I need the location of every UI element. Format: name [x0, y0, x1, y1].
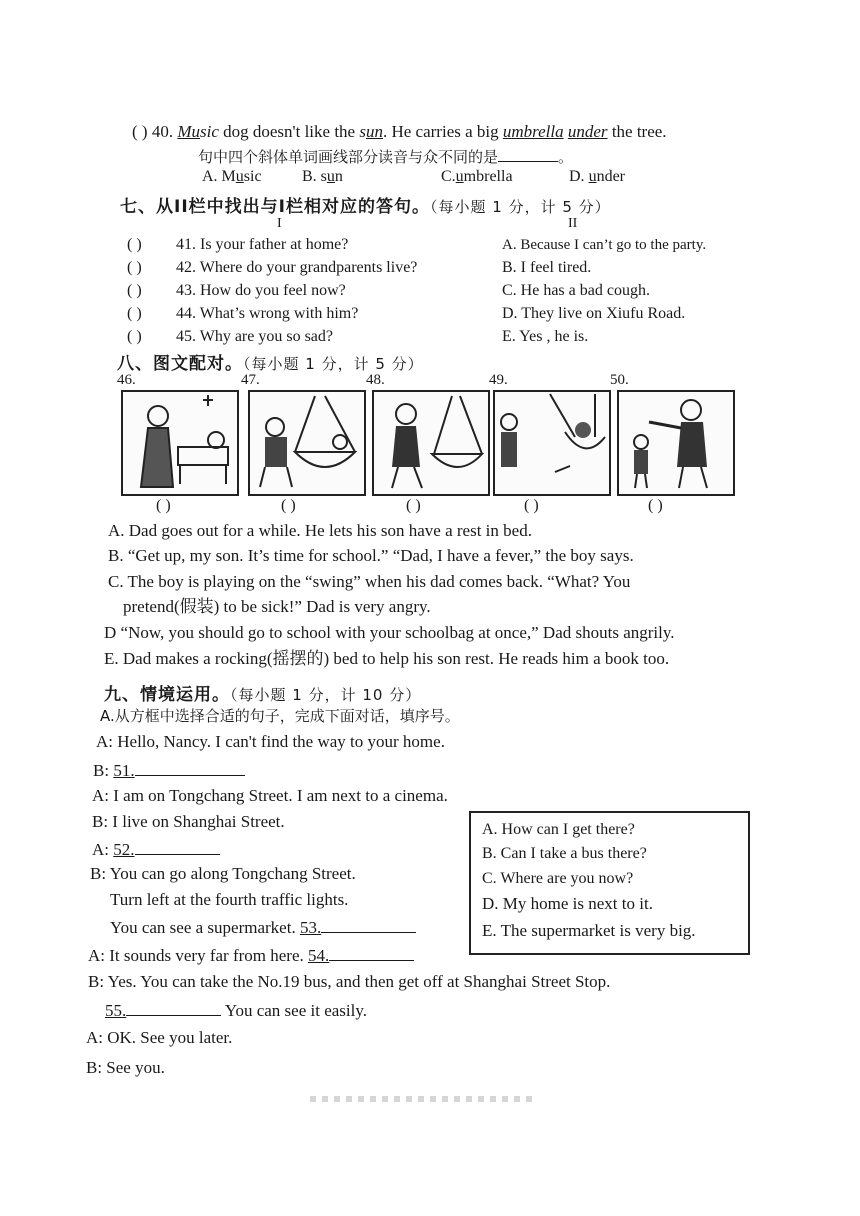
blank-54-line[interactable] [329, 944, 414, 961]
answer-e: E. Yes , he is. [502, 328, 589, 345]
sentence-c: C. The boy is playing on the “swing” when his dad comes back. “What? You [108, 572, 631, 591]
word-umbrella-underlined: u [502, 122, 512, 141]
dialog-line-55: 55. You can see it easily. [105, 1001, 367, 1020]
column-i-label: I [277, 216, 282, 231]
q40-line1 [132, 121, 667, 143]
box-option-a: A. How can I get there? [482, 821, 635, 838]
blank-53[interactable]: 53. [299, 918, 322, 937]
answer-blank[interactable] [498, 145, 558, 162]
dialog-line-53: You can see a supermarket. 53. [110, 916, 416, 939]
dialog-line: B: See you. [86, 1058, 165, 1077]
blank-53-line[interactable] [321, 916, 416, 933]
section9-heading: 九、情境运用。 [104, 685, 230, 705]
section7-title [120, 192, 611, 217]
dialog-line: Turn left at the fourth traffic lights. [110, 890, 349, 909]
section8-heading: 八、图文配对。 [117, 354, 243, 374]
answer-paren[interactable]: ( ) [132, 122, 148, 141]
cartoon-dad-bedside [123, 392, 237, 494]
blank-52[interactable]: 52. [113, 840, 135, 859]
section8-note: （每小题 1 分，计 5 分） [243, 355, 424, 373]
dialog-line: A: I am on Tongchang Street. I am next to a cinema. [92, 786, 448, 805]
section9-subtitle: A.从方框中选择合适的句子，完成下面对话，填序号。 [100, 707, 460, 725]
answer-b: B. I feel tired. [502, 259, 592, 276]
answer-paren-47[interactable]: ( ) [281, 497, 296, 514]
page-footer-faded [310, 1096, 535, 1102]
answer-c: C. He has a bad cough. [502, 282, 650, 299]
q44-text: 44. What’s wrong with him? [176, 305, 359, 322]
section7-note: （每小题 1 分，计 5 分） [429, 198, 611, 216]
dialog-line-52: A: 52. [92, 838, 220, 861]
word-music-underlined: Mu [177, 122, 200, 141]
sentence-c-cont: pretend(假装) to be sick!” Dad is very angry. [123, 597, 431, 616]
text-segment: dog doesn't like the [218, 122, 360, 141]
picture-46 [121, 390, 239, 496]
picture-number: 46. [117, 372, 136, 388]
section7-heading: 七、从II栏中找出与I栏相对应的答句。 [120, 197, 430, 217]
dialog-line-54: A: It sounds very far from here. 54. [88, 944, 414, 967]
picture-49 [493, 390, 611, 496]
box-option-d: D. My home is next to it. [482, 894, 653, 913]
q40-instruction: 句中四个斜体单词画线部分读音与众不同的是 [198, 148, 499, 166]
picture-50 [617, 390, 735, 496]
dialog-line: A: Hello, Nancy. I can't find the way to your home. [96, 732, 445, 751]
word-under-underlined: u [567, 122, 577, 141]
q40-period: 。 [558, 148, 574, 166]
picture-number: 48. [366, 372, 385, 388]
q40-option-d: D. under [569, 168, 625, 185]
q45-text: 45. Why are you so sad? [176, 328, 333, 345]
question-number: 40. [151, 122, 174, 141]
section9-title [104, 680, 421, 705]
blank-51[interactable]: 51. [113, 761, 135, 780]
dialog-line: A: OK. See you later. [86, 1028, 233, 1047]
q42-text: 42. Where do your grandparents live? [176, 259, 418, 276]
picture-48 [372, 390, 490, 496]
blank-55-line[interactable] [126, 999, 221, 1016]
word-sun-underlined: un [365, 122, 383, 141]
section8-title [117, 349, 424, 374]
q43-paren[interactable]: ( ) [127, 282, 142, 299]
picture-47 [248, 390, 366, 496]
text-segment: . He carries a big [382, 122, 503, 141]
q40-line2 [198, 145, 573, 167]
box-option-e: E. The supermarket is very big. [482, 921, 696, 940]
dialog-line: B: You can go along Tongchang Street. [90, 864, 356, 883]
sentence-a: A. Dad goes out for a while. He lets his son have a rest in bed. [108, 521, 532, 540]
word-sun-pre: s [359, 122, 366, 141]
q43-text: 43. How do you feel now? [176, 282, 346, 299]
word-music-rest: sic [200, 122, 219, 141]
picture-number: 47. [241, 372, 260, 388]
blank-54[interactable]: 54. [308, 946, 330, 965]
word-under-rest: nder [576, 122, 608, 141]
sentence-e: E. Dad makes a rocking(摇摆的) bed to help his son rest. He reads him a book too. [104, 649, 670, 668]
q41-text: 41. Is your father at home? [176, 236, 349, 253]
blank-52-line[interactable] [135, 838, 220, 855]
answer-d: D. They live on Xiufu Road. [502, 305, 686, 322]
q40-option-a: A. Music [202, 168, 262, 185]
cartoon-boy-swing [495, 392, 609, 494]
dialog-line: B: Yes. You can take the No.19 bus, and then get off at Shanghai Street Stop. [88, 972, 611, 991]
blank-55[interactable]: 55. [105, 1001, 127, 1020]
section9-note: （每小题 1 分，计 10 分） [230, 686, 422, 704]
column-ii-label: II [568, 216, 578, 231]
q42-paren[interactable]: ( ) [127, 259, 142, 276]
blank-51-line[interactable] [135, 759, 245, 776]
cartoon-rocking-bed [250, 392, 364, 494]
answer-paren-46[interactable]: ( ) [156, 497, 171, 514]
dialog-line-51: B: 51. [93, 759, 245, 782]
picture-number: 49. [489, 372, 508, 388]
box-option-b: B. Can I take a bus there? [482, 845, 647, 862]
q45-paren[interactable]: ( ) [127, 328, 142, 345]
word-umbrella-rest: mbrella [511, 122, 564, 141]
cartoon-dad-leaving [374, 392, 488, 494]
sentence-d: D “Now, you should go to school with your schoolbag at once,” Dad shouts angrily. [104, 623, 675, 642]
q40-option-c: C.umbrella [441, 168, 513, 185]
text-segment: the tree. [607, 122, 667, 141]
cartoon-dad-pointing [619, 392, 733, 494]
picture-number: 50. [610, 372, 629, 388]
answer-a: A. Because I can’t go to the party. [502, 237, 707, 253]
answer-paren-49[interactable]: ( ) [524, 497, 539, 514]
dialog-line: B: I live on Shanghai Street. [92, 812, 285, 831]
answer-paren-50[interactable]: ( ) [648, 497, 663, 514]
q44-paren[interactable]: ( ) [127, 305, 142, 322]
answer-paren-48[interactable]: ( ) [406, 497, 421, 514]
q41-paren[interactable]: ( ) [127, 236, 142, 253]
box-option-c: C. Where are you now? [482, 870, 634, 887]
sentence-b: B. “Get up, my son. It’s time for school.” “Dad, I have a fever,” the boy says. [108, 546, 634, 565]
q40-option-b: B. sun [302, 168, 343, 185]
